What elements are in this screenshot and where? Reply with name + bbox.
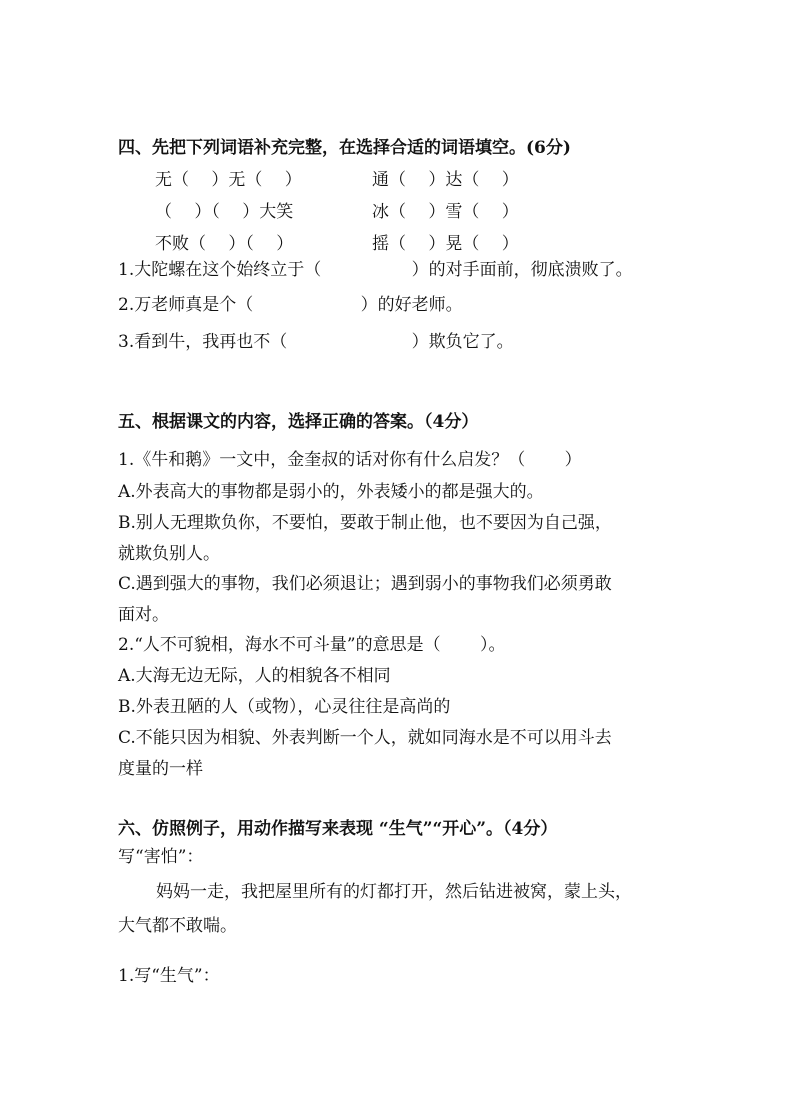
fill-in-question-2: 2.万老师真是个（ ）的好老师。 — [118, 295, 463, 315]
option-line: 度量的一样 — [118, 759, 203, 779]
section-5-heading: 五、根据课文的内容，选择正确的答案。（4分） — [118, 412, 479, 432]
option-line: C.不能只因为相貌、外表判断一个人，就如同海水是不可以用斗去 — [118, 728, 612, 748]
fill-in-question-1: 1.大陀螺在这个始终立于（ ）的对手面前，彻底溃败了。 — [118, 260, 633, 280]
question-line: 1.《牛和鹅》一文中，金奎叔的话对你有什么启发？（ ） — [118, 450, 582, 470]
example-label: 写“害怕”： — [118, 847, 204, 867]
example-text: 妈妈一走，我把屋里所有的灯都打开，然后钻进被窝，蒙上头， — [156, 882, 632, 902]
example-text: 大气都不敢喘。 — [118, 916, 237, 936]
idiom-blank: （ ）（ ）大笑 — [155, 202, 294, 222]
writing-question-1: 1.写“生气”： — [118, 966, 220, 986]
idiom-blank: 不败（ ）（ ） — [155, 234, 294, 254]
option-line: B.别人无理欺负你，不要怕，要敢于制止他，也不要因为自己强， — [118, 513, 612, 533]
idiom-blank: 无（ ）无（ ） — [155, 170, 302, 190]
option-line: A.大海无边无际，人的相貌各不相同 — [118, 666, 391, 686]
option-line: C.遇到强大的事物，我们必须退让；遇到弱小的事物我们必须勇敢 — [118, 574, 612, 594]
idiom-blank: 摇（ ）晃（ ） — [372, 234, 519, 254]
question-line: 2.“人不可貌相，海水不可斗量”的意思是（ ）。 — [118, 635, 506, 655]
section-4-heading: 四、先把下列词语补充完整，在选择合适的词语填空。(6分) — [118, 138, 571, 158]
option-line: B.外表丑陋的人（或物），心灵往往是高尚的 — [118, 697, 451, 717]
option-line: A.外表高大的事物都是弱小的，外表矮小的都是强大的。 — [118, 482, 544, 502]
option-line: 面对。 — [118, 605, 169, 625]
option-line: 就欺负别人。 — [118, 544, 220, 564]
fill-in-question-3: 3.看到牛，我再也不（ ）欺负它了。 — [118, 332, 514, 352]
section-6-heading: 六、仿照例子，用动作描写来表现 “生气”“开心”。（4分） — [118, 819, 558, 839]
idiom-blank: 冰（ ）雪（ ） — [372, 202, 519, 222]
idiom-blank: 通（ ）达（ ） — [372, 170, 519, 190]
